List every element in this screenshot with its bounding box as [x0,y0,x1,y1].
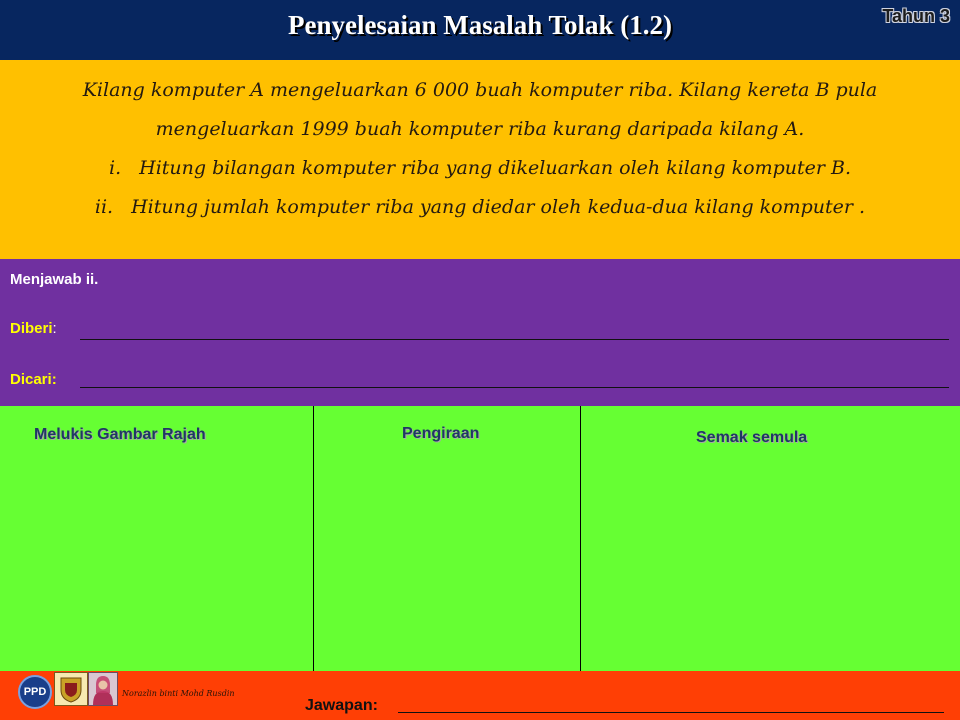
header-bar [0,0,960,60]
dicari-answer-line[interactable] [80,387,949,388]
problem-statement-panel [0,60,960,259]
school-crest-icon [54,672,88,706]
answer-part-heading: Menjawab ii. [10,271,99,288]
column-heading-diagram: Melukis Gambar Rajah [34,426,206,443]
question-text: Hitung bilangan komputer riba yang dikeluarkan oleh kilang komputer B. [139,157,851,179]
author-signature: Norazlin binti Mohd Rusdin [122,689,235,698]
final-answer-line[interactable] [398,712,944,713]
diberi-row [10,320,57,337]
year-badge: Tahun 3 [882,6,950,26]
author-photo-icon [88,672,118,706]
question-text: Hitung jumlah komputer riba yang diedar oleh kedua-dua kilang komputer . [131,196,866,218]
footer-bar [0,671,960,720]
column-divider [313,406,314,671]
column-heading-check: Semak semula [696,429,808,446]
question-i [0,157,960,179]
diberi-answer-line[interactable] [80,339,949,340]
working-area [0,406,960,671]
diberi-label: Diberi [10,320,53,337]
dicari-row [10,371,57,388]
problem-line-1: Kilang komputer A mengeluarkan 6 000 buah komputer riba. Kilang kereta B pula [82,79,878,101]
district-logo-icon: PPD [18,675,52,709]
answer-label: Jawapan: [305,697,378,714]
column-divider [580,406,581,671]
page-title: Penyelesaian Masalah Tolak (1.2) [287,10,673,40]
column-heading-calculation: Pengiraan [402,425,480,442]
diberi-colon: : [52,320,57,337]
given-panel [0,259,960,406]
question-ii [0,196,960,218]
question-number: i. [109,157,122,179]
problem-line-2: mengeluarkan 1999 buah komputer riba kurang daripada kilang A. [155,118,805,140]
dicari-label: Dicari: [10,371,57,388]
question-number: ii. [94,196,114,218]
